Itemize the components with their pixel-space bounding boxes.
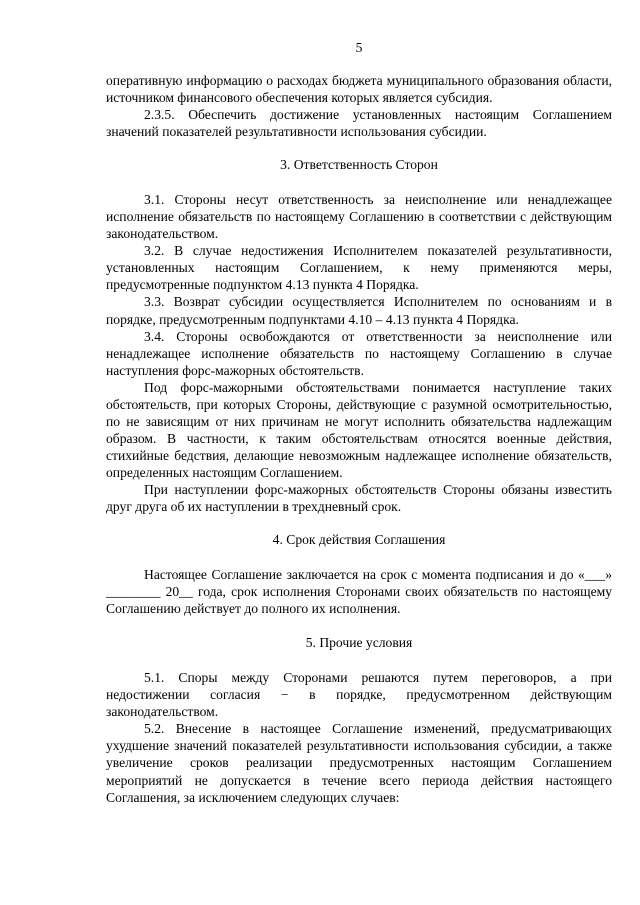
- paragraph-2-3-5: 2.3.5. Обеспечить достижение установленных настоящим Соглашением значений показателей результативности использования субсидии.: [106, 107, 612, 140]
- paragraph-5-1: 5.1. Споры между Сторонами решаются путем переговоров, а при недостижении согласия − в порядке, предусмотренном действующим законодательством.: [106, 670, 612, 720]
- paragraph-force-majeure: Под форс-мажорными обстоятельствами понимается наступление таких обстоятельств, при которых Стороны, действующие с разумной осмотрительностью, по не зависящим от них причинам не могут исполнить обязательства надлежащим образом. В частности, к таким обстоятельствам относятся военные действия, стихийные бедствия, делающие невозможным надлежащее исполнение обязательств, определенных настоящим Соглашением.: [106, 379, 612, 480]
- paragraph-3-4: 3.4. Стороны освобождаются от ответственности за неисполнение или ненадлежащее исполнение обязательств по настоящему Соглашению в случае наступления форс-мажорных обстоятельств.: [106, 328, 612, 378]
- paragraph-3-3: 3.3. Возврат субсидии осуществляется Исполнителем по основаниям и в порядке, предусмотренным подпунктами 4.10 – 4.13 пункта 4 Порядка.: [106, 294, 612, 327]
- page-number: 5: [355, 40, 363, 55]
- paragraph-3-1: 3.1. Стороны несут ответственность за неисполнение или ненадлежащее исполнение обязательств по настоящему Соглашению в соответствии с действующим законодательством.: [106, 192, 612, 242]
- section-3-heading: 3. Ответственность Сторон: [280, 157, 438, 173]
- section-4-heading: 4. Срок действия Соглашения: [272, 532, 446, 548]
- paragraph-3-2: 3.2. В случае недостижения Исполнителем показателей результативности, установленных настоящим Соглашением, к нему применяются меры, предусмотренные подпунктом 4.13 пункта 4 Порядка.: [106, 243, 612, 293]
- document-body: [106, 72, 612, 806]
- paragraph-continuation: оперативную информацию о расходах бюджета муниципального образования области, источником финансового обеспечения которых является субсидия.: [106, 73, 612, 106]
- paragraph-notify: При наступлении форс-мажорных обстоятельств Стороны обязаны известить друг друга об их наступлении в трехдневный срок.: [106, 481, 612, 515]
- paragraph-term: Настоящее Соглашение заключается на срок с момента подписания и до «___» ________ 20__ года, срок исполнения Сторонами своих обязательств по настоящему Соглашению действует до полного их исполнения.: [106, 567, 612, 617]
- document-page: [106, 0, 612, 905]
- paragraph-5-2: 5.2. Внесение в настоящее Соглашение изменений, предусматривающих ухудшение значений показателей результативности использования субсидии, а также увеличение сроков реализации предусмотренных настоящим Соглашением мероприятий не допускается в течение всего периода действия настоящего Соглашения, за исключением следующих случаев:: [106, 721, 612, 805]
- section-5-heading: 5. Прочие условия: [305, 635, 413, 651]
